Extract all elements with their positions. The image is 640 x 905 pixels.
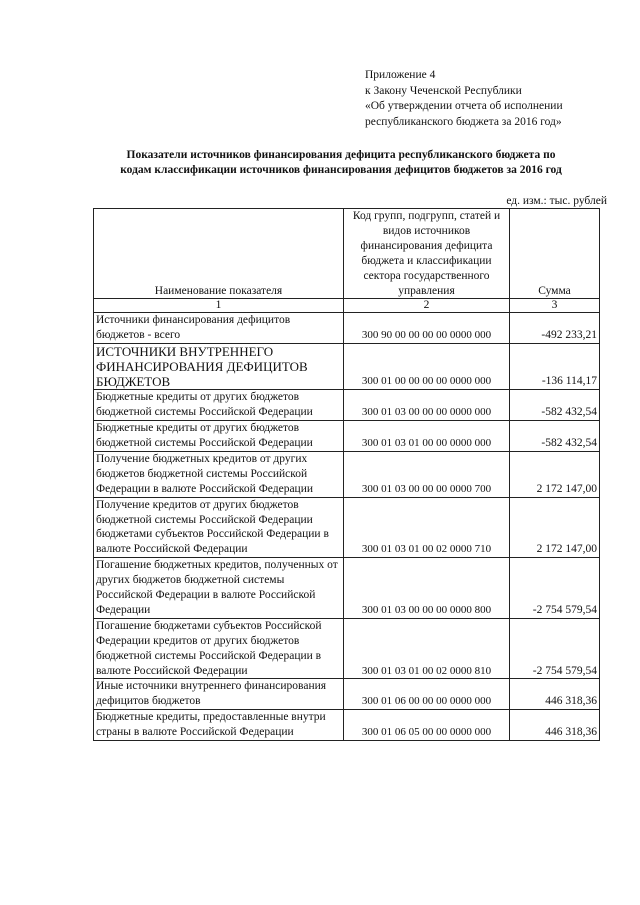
row-name: ИСТОЧНИКИ ВНУТРЕННЕГО ФИНАНСИРОВАНИЯ ДЕФИЦИТОВ БЮДЖЕТОВ [94, 344, 344, 390]
row-code: 300 01 00 00 00 00 0000 000 [344, 344, 510, 390]
row-name: Бюджетные кредиты от других бюджетов бюджетной системы Российской Федерации [94, 421, 344, 452]
row-name: Источники финансирования дефицитов бюджетов - всего [94, 313, 344, 344]
table-row [94, 451, 600, 497]
table-row [94, 558, 600, 619]
row-amount: -2 754 579,54 [510, 558, 600, 619]
table-header-row [94, 209, 600, 299]
row-name: Иные источники внутреннего финансирования дефицитов бюджетов [94, 679, 344, 710]
header-code: Код групп, подгрупп, статей и видов источников финансирования дефицита бюджета и классификации сектора государственного управления [344, 209, 510, 299]
table-row [94, 344, 600, 390]
row-amount: -492 233,21 [510, 313, 600, 344]
row-code: 300 01 03 01 00 02 0000 810 [344, 618, 510, 679]
title-line: кодам классификации источников финансирования дефицитов бюджетов за 2016 год [120, 164, 562, 176]
table-row [94, 618, 600, 679]
row-code: 300 01 03 00 00 00 0000 800 [344, 558, 510, 619]
document-title [44, 148, 638, 178]
row-amount: 446 318,36 [510, 710, 600, 741]
row-amount: -582 432,54 [510, 390, 600, 421]
row-name: Погашение бюджетных кредитов, полученных от других бюджетов бюджетной системы Российской Федерации в валюте Российской Федерации [94, 558, 344, 619]
row-name: Получение кредитов от других бюджетов бюджетной системы Российской Федерации бюджетами субъектов Российской Федерации в валюте Российской Федерации [94, 497, 344, 558]
row-amount: -136 114,17 [510, 344, 600, 390]
row-amount: 2 172 147,00 [510, 451, 600, 497]
column-number-row [94, 299, 600, 313]
unit-label: ед. изм.: тыс. рублей [506, 195, 607, 207]
annex-line: Приложение 4 [365, 69, 436, 81]
table-row [94, 710, 600, 741]
sources-table [93, 208, 600, 741]
annex-line: «Об утверждении отчета об исполнении [365, 100, 563, 112]
column-number: 3 [510, 299, 600, 313]
row-amount: 2 172 147,00 [510, 497, 600, 558]
table-row [94, 313, 600, 344]
header-amount: Сумма [510, 209, 600, 299]
row-code: 300 01 03 01 00 00 0000 000 [344, 421, 510, 452]
row-code: 300 01 03 00 00 00 0000 000 [344, 390, 510, 421]
title-line: Показатели источников финансирования дефицита республиканского бюджета по [126, 149, 556, 161]
row-amount: 446 318,36 [510, 679, 600, 710]
row-code: 300 01 06 05 00 00 0000 000 [344, 710, 510, 741]
annex-line: республиканского бюджета за 2016 год» [365, 115, 562, 128]
row-name: Бюджетные кредиты от других бюджетов бюджетной системы Российской Федерации [94, 390, 344, 421]
row-name: Бюджетные кредиты, предоставленные внутри страны в валюте Российской Федерации [94, 710, 344, 741]
row-amount: -2 754 579,54 [510, 618, 600, 679]
header-name: Наименование показателя [94, 209, 344, 299]
row-name: Погашение бюджетами субъектов Российской Федерации кредитов от других бюджетов бюджетной системы Российской Федерации в валюте Российской Федерации [94, 618, 344, 679]
table-row [94, 497, 600, 558]
annex-line: к Закону Чеченской Республики [365, 84, 522, 97]
row-code: 300 90 00 00 00 00 0000 000 [344, 313, 510, 344]
row-amount: -582 432,54 [510, 421, 600, 452]
row-code: 300 01 03 01 00 02 0000 710 [344, 497, 510, 558]
row-code: 300 01 03 00 00 00 0000 700 [344, 451, 510, 497]
table-row [94, 421, 600, 452]
column-number: 1 [94, 299, 344, 313]
column-number: 2 [344, 299, 510, 313]
table-row [94, 390, 600, 421]
annex-block [365, 68, 633, 130]
table-row [94, 679, 600, 710]
row-code: 300 01 06 00 00 00 0000 000 [344, 679, 510, 710]
row-name: Получение бюджетных кредитов от других бюджетов бюджетной системы Российской Федерации в валюте Российской Федерации [94, 451, 344, 497]
